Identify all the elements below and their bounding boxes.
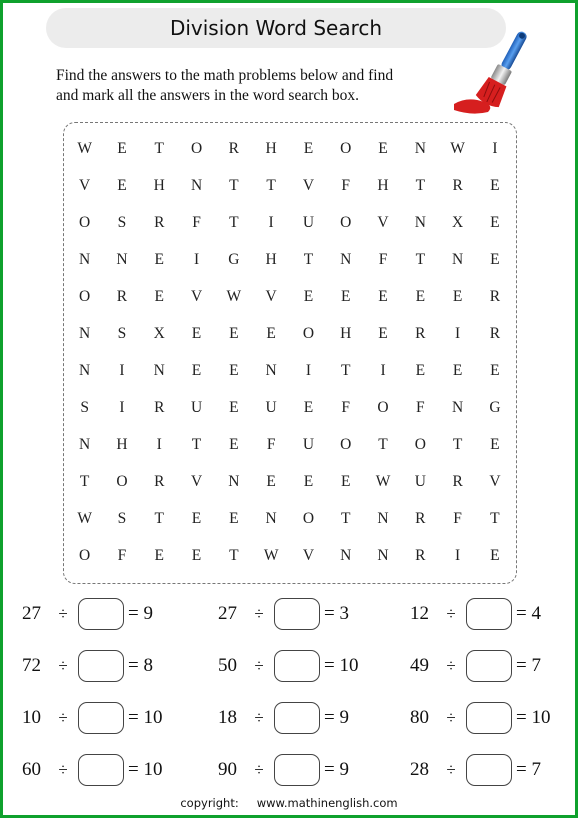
division-sign: ÷ [254, 708, 264, 727]
grid-letter[interactable]: T [340, 509, 351, 527]
division-problem [410, 596, 541, 632]
grid-letter[interactable]: T [229, 213, 239, 231]
dividend: 90 [218, 759, 237, 780]
grid-letter[interactable]: T [229, 546, 239, 564]
grid-letter[interactable]: T [378, 435, 388, 453]
grid-letter[interactable]: E [191, 324, 202, 342]
grid-letter[interactable]: U [302, 435, 315, 453]
grid-letter[interactable]: R [415, 546, 426, 564]
grid-letter[interactable]: E [229, 398, 239, 416]
dividend: 10 [22, 707, 41, 728]
page-title: Division Word Search [169, 16, 383, 40]
answer-box[interactable] [274, 702, 320, 734]
answer-box[interactable] [274, 598, 320, 630]
grid-letter[interactable]: I [492, 139, 498, 157]
grid-letter[interactable]: S [117, 324, 127, 342]
grid-letter[interactable]: E [266, 472, 276, 490]
grid-letter[interactable]: O [340, 213, 352, 231]
grid-letter[interactable]: E [415, 361, 426, 379]
grid-letter[interactable]: X [153, 324, 165, 342]
grid-letter[interactable]: W [226, 287, 242, 305]
answer-box[interactable] [466, 650, 512, 682]
grid-letter[interactable]: I [455, 324, 461, 342]
answer-box[interactable] [466, 598, 512, 630]
grid-letter[interactable]: O [302, 509, 315, 527]
grid-letter[interactable]: N [452, 398, 464, 416]
quotient: = 9 [324, 707, 349, 728]
grid-letter[interactable]: N [79, 435, 91, 453]
dividend: 27 [22, 603, 41, 624]
grid-letter[interactable]: N [452, 250, 464, 268]
grid-letter[interactable]: F [266, 435, 276, 453]
division-problems [22, 594, 562, 786]
answer-box[interactable] [78, 754, 124, 786]
grid-letter[interactable]: R [452, 176, 463, 194]
grid-letter[interactable]: E [378, 324, 388, 342]
grid-letter[interactable]: T [490, 509, 500, 527]
division-sign: ÷ [446, 708, 456, 727]
quotient: = 8 [128, 655, 153, 676]
grid-letter[interactable]: F [453, 509, 462, 527]
grid-letter[interactable]: U [302, 213, 315, 231]
division-problem [218, 648, 358, 684]
grid-letter[interactable]: R [415, 324, 426, 342]
grid-letter[interactable]: N [265, 509, 277, 527]
division-sign: ÷ [254, 656, 264, 675]
answer-box[interactable] [274, 650, 320, 682]
grid-letter[interactable]: E [303, 472, 314, 490]
grid-letter[interactable]: E [340, 472, 351, 490]
grid-letter[interactable]: E [191, 546, 202, 564]
answer-box[interactable] [274, 754, 320, 786]
grid-letter[interactable]: S [117, 213, 127, 231]
grid-letter[interactable]: W [450, 139, 465, 157]
grid-letter[interactable]: E [452, 287, 463, 305]
division-sign: ÷ [446, 760, 456, 779]
grid-letter[interactable]: I [193, 250, 200, 268]
grid-letter[interactable]: E [490, 361, 500, 379]
grid-letter[interactable]: I [156, 435, 162, 453]
grid-letter[interactable]: V [302, 546, 315, 564]
grid-letter[interactable]: O [340, 435, 352, 453]
grid-letter[interactable]: I [268, 213, 274, 231]
grid-letter[interactable]: F [341, 398, 351, 416]
grid-letter[interactable]: N [116, 250, 128, 268]
grid-letter[interactable]: T [229, 176, 239, 194]
paintbrush-icon [448, 26, 532, 118]
grid-letter[interactable]: T [415, 176, 426, 194]
grid-letter[interactable]: E [191, 361, 202, 379]
copyright-label: copyright: [180, 796, 239, 810]
grid-letter[interactable]: N [414, 213, 426, 231]
word-search-grid [66, 130, 514, 574]
grid-letter[interactable]: N [265, 361, 277, 379]
grid-letter[interactable]: T [415, 250, 426, 268]
grid-letter[interactable]: E [117, 176, 127, 194]
grid-letter[interactable]: O [302, 324, 315, 342]
answer-box[interactable] [78, 650, 124, 682]
grid-letter[interactable]: E [303, 287, 314, 305]
grid-letter[interactable]: V [190, 287, 203, 305]
quotient: = 7 [516, 655, 541, 676]
grid-letter[interactable]: U [414, 472, 426, 490]
grid-letter[interactable]: T [79, 472, 90, 490]
instruction-line-1: Find the answers to the math problems below and find [56, 67, 394, 84]
grid-letter[interactable]: R [154, 398, 165, 416]
grid-letter[interactable]: E [303, 139, 314, 157]
quotient: = 10 [516, 707, 551, 728]
grid-letter[interactable]: N [79, 250, 91, 268]
grid-letter[interactable]: E [490, 546, 500, 564]
grid-letter[interactable]: E [378, 287, 388, 305]
grid-letter[interactable]: N [377, 509, 389, 527]
grid-letter[interactable]: R [415, 509, 426, 527]
dividend: 60 [22, 759, 41, 780]
quotient: = 3 [324, 603, 349, 624]
grid-letter[interactable]: V [190, 472, 203, 490]
grid-letter[interactable]: N [153, 361, 165, 379]
dividend: 27 [218, 603, 237, 624]
division-problem [22, 596, 153, 632]
grid-letter[interactable]: U [265, 398, 277, 416]
grid-letter[interactable]: F [192, 213, 201, 231]
grid-letter[interactable]: V [489, 472, 501, 490]
division-problem [22, 752, 162, 788]
grid-letter[interactable]: E [490, 250, 500, 268]
grid-letter[interactable]: W [77, 139, 92, 157]
quotient: = 9 [128, 603, 153, 624]
grid-letter[interactable]: O [79, 546, 91, 564]
division-sign: ÷ [58, 604, 68, 623]
grid-letter[interactable]: I [119, 361, 125, 379]
division-problem [218, 596, 349, 632]
grid-letter[interactable]: T [154, 509, 164, 527]
grid-letter[interactable]: E [266, 324, 276, 342]
dividend: 18 [218, 707, 237, 728]
grid-letter[interactable]: I [119, 398, 125, 416]
grid-letter[interactable]: U [190, 398, 203, 416]
division-sign: ÷ [58, 708, 68, 727]
grid-letter[interactable]: O [414, 435, 426, 453]
grid-letter[interactable]: I [455, 546, 461, 564]
grid-letter[interactable]: O [190, 139, 203, 157]
grid-letter[interactable]: H [116, 435, 128, 453]
answer-box[interactable] [78, 702, 124, 734]
grid-letter[interactable]: O [377, 398, 389, 416]
grid-letter[interactable]: V [79, 176, 91, 194]
grid-letter[interactable]: G [489, 398, 501, 416]
grid-letter[interactable]: S [80, 398, 89, 416]
grid-letter[interactable]: T [266, 176, 276, 194]
copyright-url: www.mathinenglish.com [256, 796, 398, 810]
grid-letter[interactable]: E [378, 139, 388, 157]
dividend: 50 [218, 655, 237, 676]
division-problem [22, 700, 162, 736]
grid-letter[interactable]: F [416, 398, 425, 416]
division-sign: ÷ [254, 604, 264, 623]
grid-letter[interactable]: E [154, 250, 164, 268]
answer-box[interactable] [78, 598, 124, 630]
grid-letter[interactable]: R [228, 139, 239, 157]
division-sign: ÷ [58, 760, 68, 779]
grid-letter[interactable]: E [340, 287, 351, 305]
grid-letter[interactable]: E [303, 398, 314, 416]
grid-letter[interactable]: R [489, 324, 501, 342]
instruction-line-2: and mark all the answers in the word search box. [56, 87, 360, 104]
dividend: 72 [22, 655, 41, 676]
grid-letter[interactable]: E [154, 287, 164, 305]
grid-letter[interactable]: W [77, 509, 92, 527]
division-problem [410, 648, 541, 684]
grid-letter[interactable]: H [265, 250, 277, 268]
grid-letter[interactable]: X [452, 213, 464, 231]
answer-box[interactable] [466, 754, 512, 786]
grid-letter[interactable]: E [191, 509, 202, 527]
grid-letter[interactable]: W [263, 546, 279, 564]
grid-letter[interactable]: H [340, 324, 352, 342]
footer [0, 796, 578, 810]
grid-letter[interactable]: I [305, 361, 312, 379]
dividend: 49 [410, 655, 429, 676]
grid-letter[interactable]: N [79, 361, 91, 379]
grid-letter[interactable]: T [340, 361, 351, 379]
division-sign: ÷ [58, 656, 68, 675]
grid-letter[interactable]: E [490, 176, 500, 194]
grid-letter[interactable]: N [190, 176, 203, 194]
division-problem [218, 700, 349, 736]
dividend: 12 [410, 603, 429, 624]
grid-letter[interactable]: N [377, 546, 389, 564]
grid-letter[interactable]: E [229, 435, 239, 453]
grid-letter[interactable]: T [303, 250, 314, 268]
grid-letter[interactable]: E [229, 509, 239, 527]
grid-letter[interactable]: H [377, 176, 389, 194]
grid-letter[interactable]: N [414, 139, 426, 157]
grid-letter[interactable]: T [452, 435, 463, 453]
quotient: = 4 [516, 603, 541, 624]
grid-letter[interactable]: O [116, 472, 128, 490]
grid-letter[interactable]: E [117, 139, 127, 157]
grid-letter[interactable]: O [79, 287, 91, 305]
division-problem [410, 752, 541, 788]
grid-letter[interactable]: F [341, 176, 351, 194]
grid-letter[interactable]: V [265, 287, 277, 305]
grid-letter[interactable]: E [415, 287, 426, 305]
grid-letter[interactable]: E [229, 324, 239, 342]
division-problem [410, 700, 550, 736]
grid-letter[interactable]: E [229, 361, 239, 379]
quotient: = 9 [324, 759, 349, 780]
dividend: 80 [410, 707, 429, 728]
grid-letter[interactable]: F [117, 546, 127, 564]
quotient: = 10 [324, 655, 359, 676]
grid-letter[interactable]: V [302, 176, 315, 194]
grid-letter[interactable]: H [265, 139, 277, 157]
grid-letter[interactable]: I [380, 361, 386, 379]
division-sign: ÷ [254, 760, 264, 779]
grid-letter[interactable]: R [154, 213, 165, 231]
division-sign: ÷ [446, 604, 456, 623]
dividend: 28 [410, 759, 429, 780]
title-banner [46, 8, 506, 48]
grid-letter[interactable]: E [452, 361, 463, 379]
grid-letter[interactable]: O [79, 213, 91, 231]
grid-letter[interactable]: N [79, 324, 91, 342]
grid-letter[interactable]: S [117, 509, 127, 527]
instructions [56, 66, 436, 106]
grid-letter[interactable]: N [340, 250, 352, 268]
grid-letter[interactable]: T [191, 435, 202, 453]
grid-letter[interactable]: N [228, 472, 240, 490]
grid-letter[interactable]: H [153, 176, 165, 194]
grid-letter[interactable]: O [340, 139, 352, 157]
grid-letter[interactable]: T [154, 139, 164, 157]
grid-letter[interactable]: V [377, 213, 389, 231]
answer-box[interactable] [466, 702, 512, 734]
grid-letter[interactable]: R [116, 287, 128, 305]
grid-letter[interactable]: N [340, 546, 352, 564]
grid-letter[interactable]: F [378, 250, 388, 268]
grid-letter[interactable]: W [375, 472, 391, 490]
grid-letter[interactable]: R [489, 287, 501, 305]
grid-letter[interactable]: R [452, 472, 463, 490]
grid-letter[interactable]: R [154, 472, 165, 490]
division-problem [22, 648, 153, 684]
grid-letter[interactable]: G [228, 250, 240, 268]
grid-letter[interactable]: E [154, 546, 164, 564]
quotient: = 10 [128, 707, 163, 728]
grid-letter[interactable]: E [490, 435, 500, 453]
quotient: = 7 [516, 759, 541, 780]
grid-letter[interactable]: E [490, 213, 500, 231]
quotient: = 10 [128, 759, 163, 780]
division-problem [218, 752, 349, 788]
division-sign: ÷ [446, 656, 456, 675]
